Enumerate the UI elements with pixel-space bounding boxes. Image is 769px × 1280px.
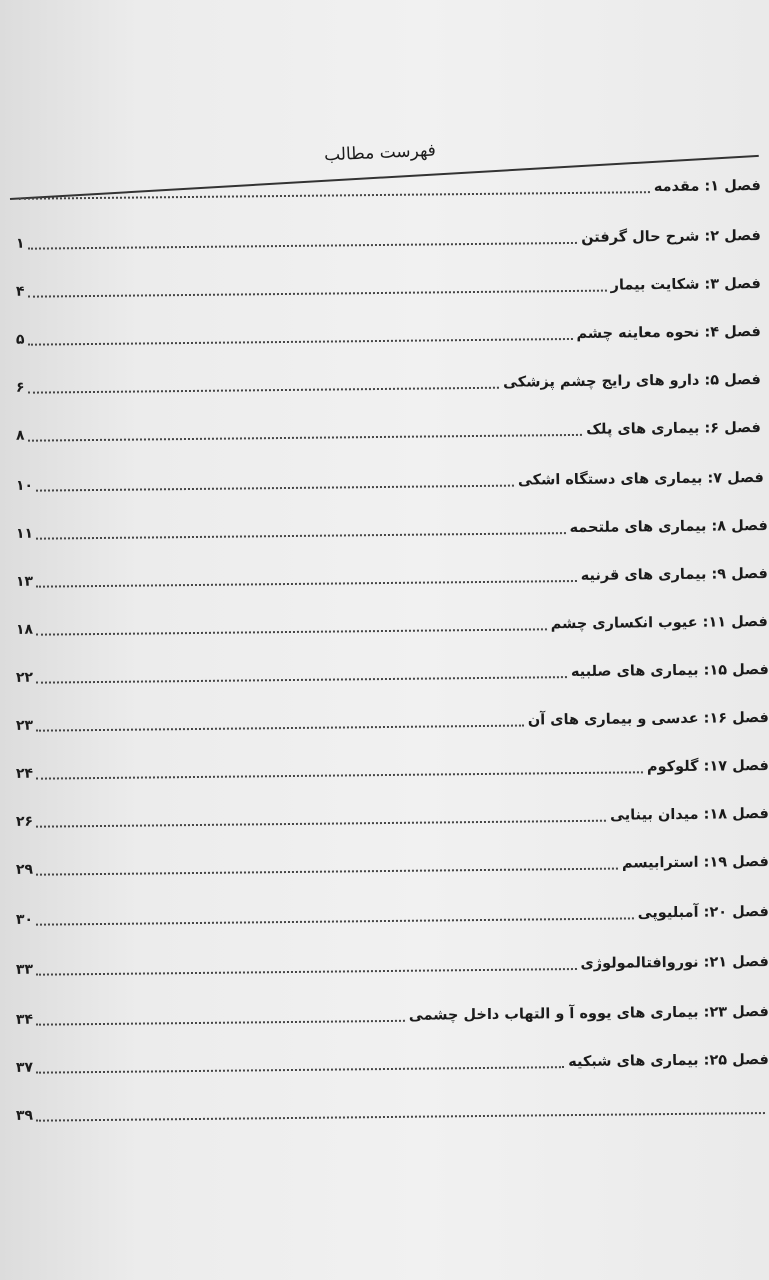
toc-page-number: ۳۴ <box>15 1011 34 1028</box>
toc-page-number: ۶ <box>15 379 25 396</box>
dot-leader <box>36 532 566 540</box>
toc-entry-title: فصل ۱: مقدمه <box>653 178 761 196</box>
toc-entry-title: فصل ۲۱: نوروافتالمولوژی <box>580 954 769 972</box>
toc-entry <box>16 848 769 880</box>
toc-entry <box>16 464 764 496</box>
dot-leader <box>36 868 618 876</box>
dot-leader <box>36 628 547 635</box>
toc-entry-title: فصل ۵: دارو های رایج چشم پزشکی <box>502 372 761 391</box>
toc-entry-title: فصل ۲۵: بیماری های شبکیه <box>568 1052 769 1071</box>
toc-page-number: ۲۳ <box>15 717 34 734</box>
toc-page-number: ۲۲ <box>15 669 34 686</box>
toc-entry-title: فصل ۶: بیماری های پلک <box>586 420 761 438</box>
toc-entry-title: فصل ۱۵: بیماری های صلبیه <box>570 662 769 681</box>
toc-entry <box>16 704 769 736</box>
dot-leader <box>28 387 500 394</box>
toc-entry <box>16 656 769 688</box>
toc-entry <box>16 222 761 254</box>
dot-leader <box>19 191 650 200</box>
toc-entry <box>16 512 768 544</box>
toc-entry-title: فصل ۱۱: عیوب انکساری چشم <box>550 614 768 633</box>
toc-entry <box>16 948 769 980</box>
dot-leader <box>28 290 607 298</box>
toc-entry <box>16 172 761 204</box>
toc-page-number: ۳۳ <box>15 961 34 978</box>
dot-leader <box>36 676 567 684</box>
toc-entry-title: فصل ۱۶: عدسی و بیماری های آن <box>527 710 769 729</box>
toc-page-number: ۳۰ <box>15 911 34 928</box>
toc-entry-title: فصل ۱۹: استرابیسم <box>621 854 769 872</box>
toc-entry-title: فصل ۱۷: گلوکوم <box>646 758 769 776</box>
dot-leader <box>28 434 583 442</box>
toc-page-number: ۳۹ <box>15 1107 34 1124</box>
dot-leader <box>36 1112 765 1122</box>
toc-entry <box>16 898 769 930</box>
dot-leader <box>28 242 578 250</box>
dot-leader <box>36 485 514 492</box>
toc-entry <box>16 1046 769 1078</box>
toc-entry <box>16 318 761 350</box>
toc-entry-title: فصل ۷: بیماری های دستگاه اشکی <box>517 470 764 489</box>
toc-entry-title: فصل ۸: بیماری های ملتحمه <box>569 518 768 537</box>
page-title: فهرست مطالب <box>323 140 437 166</box>
toc-page-number: ۱۱ <box>15 525 34 542</box>
toc-page-number: ۸ <box>15 427 25 444</box>
toc-page-number: ۱۰ <box>15 477 34 494</box>
toc-page-number: ۲۶ <box>15 813 34 830</box>
toc-entry <box>16 752 769 784</box>
toc-page-number: ۲۹ <box>15 861 34 878</box>
toc-entry <box>16 800 769 832</box>
toc-entry-title: فصل ۲۳: بیماری های یووه آ و التهاب داخل چشمی <box>408 1004 769 1024</box>
toc-page-number: ۱۸ <box>15 621 34 638</box>
dot-leader <box>36 820 606 828</box>
toc-page-number: ۱ <box>15 235 25 252</box>
toc-entry <box>16 998 769 1030</box>
toc-entry <box>16 270 761 302</box>
toc-page-number: ۵ <box>15 331 25 348</box>
dot-leader <box>36 917 634 925</box>
toc-page-number: ۴ <box>15 283 25 300</box>
dot-leader <box>36 771 643 779</box>
toc-page-number: ۲۴ <box>15 765 34 782</box>
toc-entry-title: فصل ۲۰: آمبلیوپی <box>637 904 769 922</box>
toc-entry-title: فصل ۱۸: میدان بینایی <box>609 806 769 824</box>
dot-leader <box>36 580 577 588</box>
toc-entry-title: فصل ۹: بیماری های قرنیه <box>580 566 768 584</box>
dot-leader <box>36 725 524 732</box>
toc-entry <box>16 608 768 640</box>
dot-leader <box>36 1020 405 1026</box>
toc-entry-title: فصل ۳: شکایت بیمار <box>610 276 761 294</box>
dot-leader <box>36 1066 564 1074</box>
toc-entry <box>16 560 768 592</box>
toc-entry <box>16 414 761 446</box>
toc-entry <box>16 1094 769 1126</box>
dot-leader <box>36 968 576 976</box>
dot-leader <box>28 338 573 346</box>
toc-page-number: ۳۷ <box>15 1059 34 1076</box>
toc-entry-title: فصل ۲: شرح حال گرفتن <box>581 228 761 246</box>
toc-entry <box>16 366 761 398</box>
toc-page-number: ۱۳ <box>15 573 34 590</box>
toc-entry-title: فصل ۴: نحوه معاینه چشم <box>576 324 761 342</box>
